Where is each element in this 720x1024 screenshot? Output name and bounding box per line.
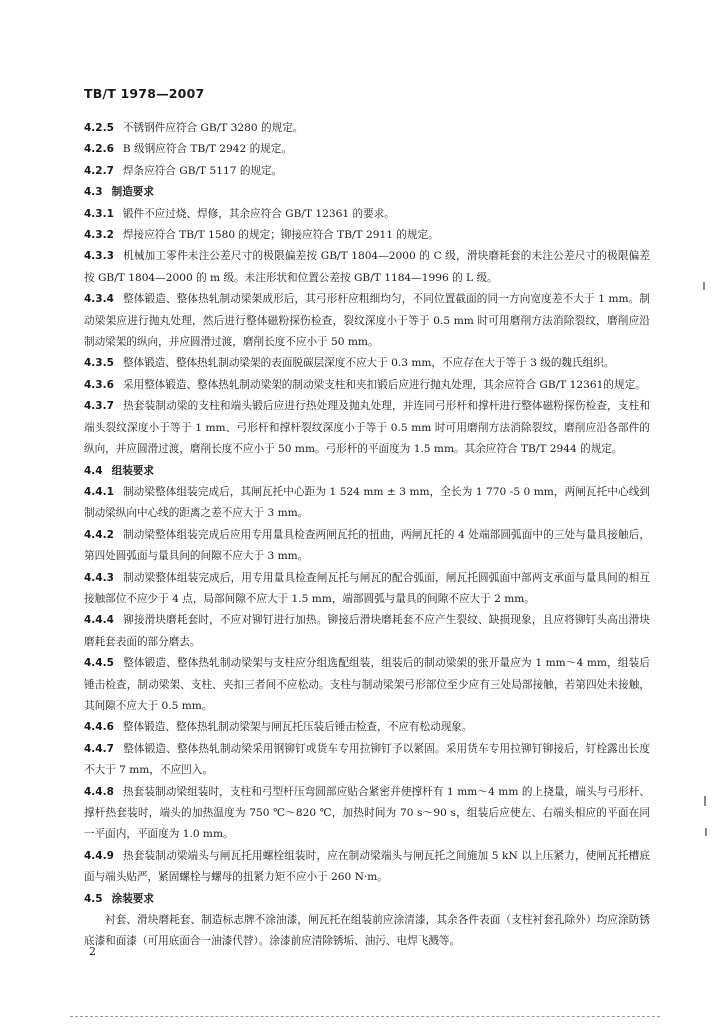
- clause-number: 4.3.5: [84, 357, 114, 370]
- clause-number: 4.2.7: [84, 164, 114, 177]
- clause-number: 4.4.8: [84, 785, 114, 798]
- clause-text: 整体锻造、整体热轧制动梁架成形后，其弓形杆应粗细均匀，不同位置截面的同一方向宽度差不大于 1 mm。制动梁架应进行抛丸处理，然后进行整体磁粉探伤检查，裂纹深度小于等于 0.5 mm 时可用磨削方法消除裂纹，磨削应沿制动梁架的纵向，并应圆滑过渡，磨削长度不应小于 50 mm。: [84, 293, 650, 349]
- section-heading-text: 涂装要求: [111, 892, 154, 905]
- clause-number: 4.3.6: [84, 378, 114, 391]
- clause-paragraph: [84, 139, 650, 160]
- clause-text: 热套装制动梁端头与闸瓦托用螺栓组装时，应在制动梁端头与闸瓦托之间施加 5 kN 以上压紧力，使闸瓦托槽底面与端头贴严，紧固螺栓与螺母的扭紧力矩不应小于 260 N·m。: [84, 849, 650, 884]
- clause-number: 4.3.4: [84, 293, 114, 306]
- clause-text: 焊接应符合 TB/T 1580 的规定；铆接应符合 TB/T 2911 的规定。: [122, 229, 439, 242]
- doc-header: TB/T 1978—2007: [84, 86, 205, 101]
- clause-number: 4.3: [84, 186, 103, 199]
- clause-text: 制动梁整体组装完成后应用专用量具检查两闸瓦托的扭曲，两闸瓦托的 4 处端部圆弧面中的三处与量具接触后，第四处圆弧面与量具间的间隙不应大于 3 mm。: [84, 528, 650, 563]
- clause-number: 4.5: [84, 892, 103, 905]
- clause-paragraph: [84, 225, 650, 246]
- clause-text: 制动梁整体组装完成后，用专用量具检查闸瓦托与闸瓦的配合弧面，闸瓦托圆弧面中部两支承面与量具间的相互接触部位不应少于 4 点，局部间隙不应大于 1.5 mm，端部圆弧与量具的间隙不应大于 2 mm。: [84, 571, 650, 605]
- section-heading: [84, 889, 650, 910]
- clause-paragraph: [84, 118, 650, 139]
- clause-text: 铆接滑块磨耗套时，不应对铆钉进行加热。铆接后滑块磨耗套不应产生裂纹、缺损现象，且应将铆钉头高出滑块磨耗套表面的部分磨去。: [84, 614, 650, 648]
- clause-paragraph: [84, 289, 650, 353]
- clause-text: 整体锻造、整体热轧制动梁采用钢铆钉或货车专用拉铆钉予以紧固。采用货车专用拉铆钉铆接后，钉栓露出长度不大于 7 mm，不应凹入。: [84, 742, 650, 777]
- clause-text: 锻件不应过烧、焊修，其余应符合 GB/T 12361 的要求。: [122, 207, 395, 220]
- clause-number: 4.4.9: [84, 849, 114, 862]
- clause-text: 不锈钢件应符合 GB/T 3280 的规定。: [122, 122, 304, 134]
- clause-text: 整体锻造、整体热轧制动梁架与支柱应分组选配组装，组装后的制动梁架的张开量应为 1 mm～4 mm，组装后锤击检查，制动梁架、支柱、夹扣三者间不应松动。支柱与制动梁架弓形部位至少应有三处局部接触，若第四处未接触，其间隙不应大于 0.5 mm。: [84, 657, 650, 712]
- clause-number: 4.3.3: [84, 250, 114, 263]
- section-heading-text: 制造要求: [111, 186, 154, 199]
- clause-paragraph: [84, 482, 650, 525]
- clause-number: 4.2.5: [84, 122, 114, 134]
- clause-number: 4.3.1: [84, 207, 114, 220]
- clause-number: 4.3.7: [84, 400, 114, 413]
- scan-mark: [704, 796, 706, 806]
- clause-text: 机械加工零件未注公差尺寸的极限偏差按 GB/T 1804—2000 的 C 级，滑块磨耗套的未注公差尺寸的极限偏差按 GB/T 1804—2000 的 m 级。未注形状和位置公差按 GB/T 1184—1996 的 L 级。: [84, 250, 650, 284]
- section-heading: [84, 182, 650, 203]
- scan-mark: [705, 828, 707, 836]
- clause-number: 4.4.6: [84, 721, 114, 734]
- clause-paragraph: [84, 782, 650, 846]
- section-heading: [84, 461, 650, 482]
- clause-number: 4.4.7: [84, 742, 114, 755]
- clause-text: 焊条应符合 GB/T 5117 的规定。: [122, 164, 283, 177]
- clause-text: 采用整体锻造、整体热轧制动梁架的制动梁支柱和夹扣锻后应进行抛丸处理，其余应符合 GB/T 12361的规定。: [122, 378, 646, 391]
- clause-text: 整体锻造、整体热轧制动梁架与闸瓦托压装后锤击检查，不应有松动现象。: [122, 721, 473, 734]
- clause-paragraph: [84, 568, 650, 611]
- clause-text: 热套装制动梁组装时，支柱和弓型杆压弯圆部应贴合紧密并使撑杆有 1 mm～4 mm 的上挠量，端头与弓形杆、撑杆热套装时，端头的加热温度为 750 ℃～820 ℃，加热时间为 70 s～90 s，组装后应使左、右端头相应的平面在同一平面内，平面度为 1.0 mm。: [84, 785, 650, 841]
- footer-rule: [70, 1016, 660, 1017]
- clause-paragraph: [84, 353, 650, 374]
- doc-body: [84, 118, 650, 953]
- clause-paragraph: [84, 910, 650, 953]
- clause-text: 制动梁整体组装完成后，其闸瓦托中心距为 1 524 mm ± 3 mm，全长为 1 770 -5 0 mm，两闸瓦托中心线到制动梁纵向中心线的距离之差不应大于 3 mm。: [84, 485, 650, 520]
- clause-paragraph: [84, 246, 650, 289]
- clause-number: 4.4.3: [84, 571, 114, 584]
- clause-number: 4.4.1: [84, 485, 114, 498]
- clause-paragraph: [84, 204, 650, 225]
- section-heading-text: 组装要求: [111, 464, 154, 477]
- scan-mark: [703, 282, 705, 290]
- clause-number: 4.4: [84, 464, 103, 477]
- clause-number: 4.2.6: [84, 143, 114, 156]
- clause-number: 4.4.2: [84, 528, 114, 541]
- clause-text: 衬套、滑块磨耗套、制造标志牌不涂油漆，闸瓦托在组装前应涂清漆，其余各件表面（支柱衬套孔除外）均应涂防锈底漆和面漆（可用底面合一油漆代替）。涂漆前应清除锈垢、油污、电焊飞溅等。: [84, 914, 650, 948]
- clause-number: 4.4.4: [84, 614, 114, 627]
- clause-number: 4.3.2: [84, 229, 114, 242]
- clause-paragraph: [84, 846, 650, 889]
- clause-paragraph: [84, 610, 650, 653]
- clause-text: 整体锻造、整体热轧制动梁架的表面脱碳层深度不应大于 0.3 mm，不应存在大于等于 3 级的魏氏组织。: [122, 357, 615, 370]
- page-number: 2: [89, 945, 96, 958]
- clause-paragraph: [84, 653, 650, 717]
- clause-number: 4.4.5: [84, 657, 114, 670]
- clause-paragraph: [84, 717, 650, 738]
- clause-text: B 级钢应符合 TB/T 2942 的规定。: [122, 143, 292, 156]
- clause-paragraph: [84, 375, 650, 396]
- clause-paragraph: [84, 161, 650, 182]
- clause-paragraph: [84, 525, 650, 568]
- clause-paragraph: [84, 396, 650, 460]
- clause-text: 热套装制动梁的支柱和端头锻后应进行热处理及抛丸处理，并连同弓形杆和撑杆进行整体磁粉探伤检查，支柱和端头裂纹深度小于等于 1 mm、弓形杆和撑杆裂纹深度小于等于 0.5 mm 时可用磨削方法消除裂纹，磨削应沿各部件的纵向，并应圆滑过渡，磨削长度不应小于 50 mm。弓形杆的平面度为 1.5 mm。其余应符合 TB/T 2944 的规定。: [84, 400, 650, 456]
- clause-paragraph: [84, 739, 650, 782]
